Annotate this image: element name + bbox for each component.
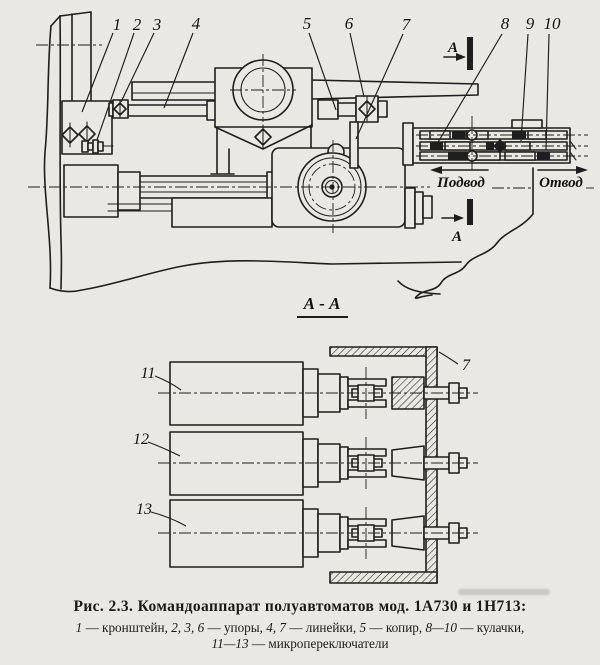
arrow-right-icon: [576, 166, 588, 174]
left-cylinder: [64, 165, 140, 217]
callout-7-section: 7: [462, 357, 470, 374]
stop-bolt-6: [318, 96, 387, 122]
legend-line-2: 11—13 — микропереключатели: [211, 636, 389, 651]
flow-in-label: Подвод: [437, 175, 485, 191]
flow-out-label: Отвод: [539, 175, 583, 191]
section-letter-bottom: А: [451, 229, 463, 245]
flow-labels: [430, 166, 588, 191]
section-title: [297, 294, 348, 317]
callout-1: 1: [112, 15, 122, 34]
cam-block-tab: [512, 120, 542, 128]
push-rod: [128, 105, 209, 116]
slide-block: [172, 198, 272, 227]
callout-3: 3: [152, 15, 162, 34]
callout-13: 13: [136, 501, 152, 518]
callout-4: 4: [191, 14, 201, 33]
ruler-7-edge: [350, 122, 358, 168]
section-title-label: А - А: [303, 294, 341, 313]
section-view: [133, 294, 478, 583]
callout-11: 11: [140, 365, 156, 382]
cam-block: [403, 116, 588, 172]
cam-block-end-plate: [403, 123, 413, 165]
microswitch-rows: [158, 362, 478, 567]
callout-10: 10: [543, 14, 561, 33]
bracket-1: [62, 100, 128, 154]
section-mark-bottom: [442, 199, 473, 245]
callout-9: 9: [525, 14, 535, 33]
callout-12: 12: [133, 431, 149, 448]
scan-smudge: [458, 589, 550, 595]
callout-6: 6: [344, 14, 354, 33]
copier-bar-5: [311, 80, 478, 99]
callout-8: 8: [500, 14, 510, 33]
figure-caption: [0, 597, 600, 652]
top-view: [28, 12, 594, 298]
section-mark-top: [444, 37, 473, 70]
caption-title: Рис. 2.3. Командоаппарат полуавтоматов мод. 1А730 и 1Н713:: [73, 598, 527, 615]
callout-5: 5: [302, 14, 312, 33]
section-arrow-icon: [454, 214, 464, 222]
clamp-stop-3: [109, 100, 128, 118]
callout-2: 2: [132, 15, 142, 34]
callout-7: 7: [401, 15, 411, 34]
arrow-left-icon: [430, 166, 442, 174]
caption-legend: [0, 620, 600, 652]
section-letter-top: А: [447, 40, 459, 56]
slide-steps: [405, 188, 432, 228]
legend-line-1: 1 — кронштейн, 2, 3, 6 — упоры, 4, 7 — линейки, 5 — копир, 8—10 — кулачки,: [75, 620, 525, 635]
